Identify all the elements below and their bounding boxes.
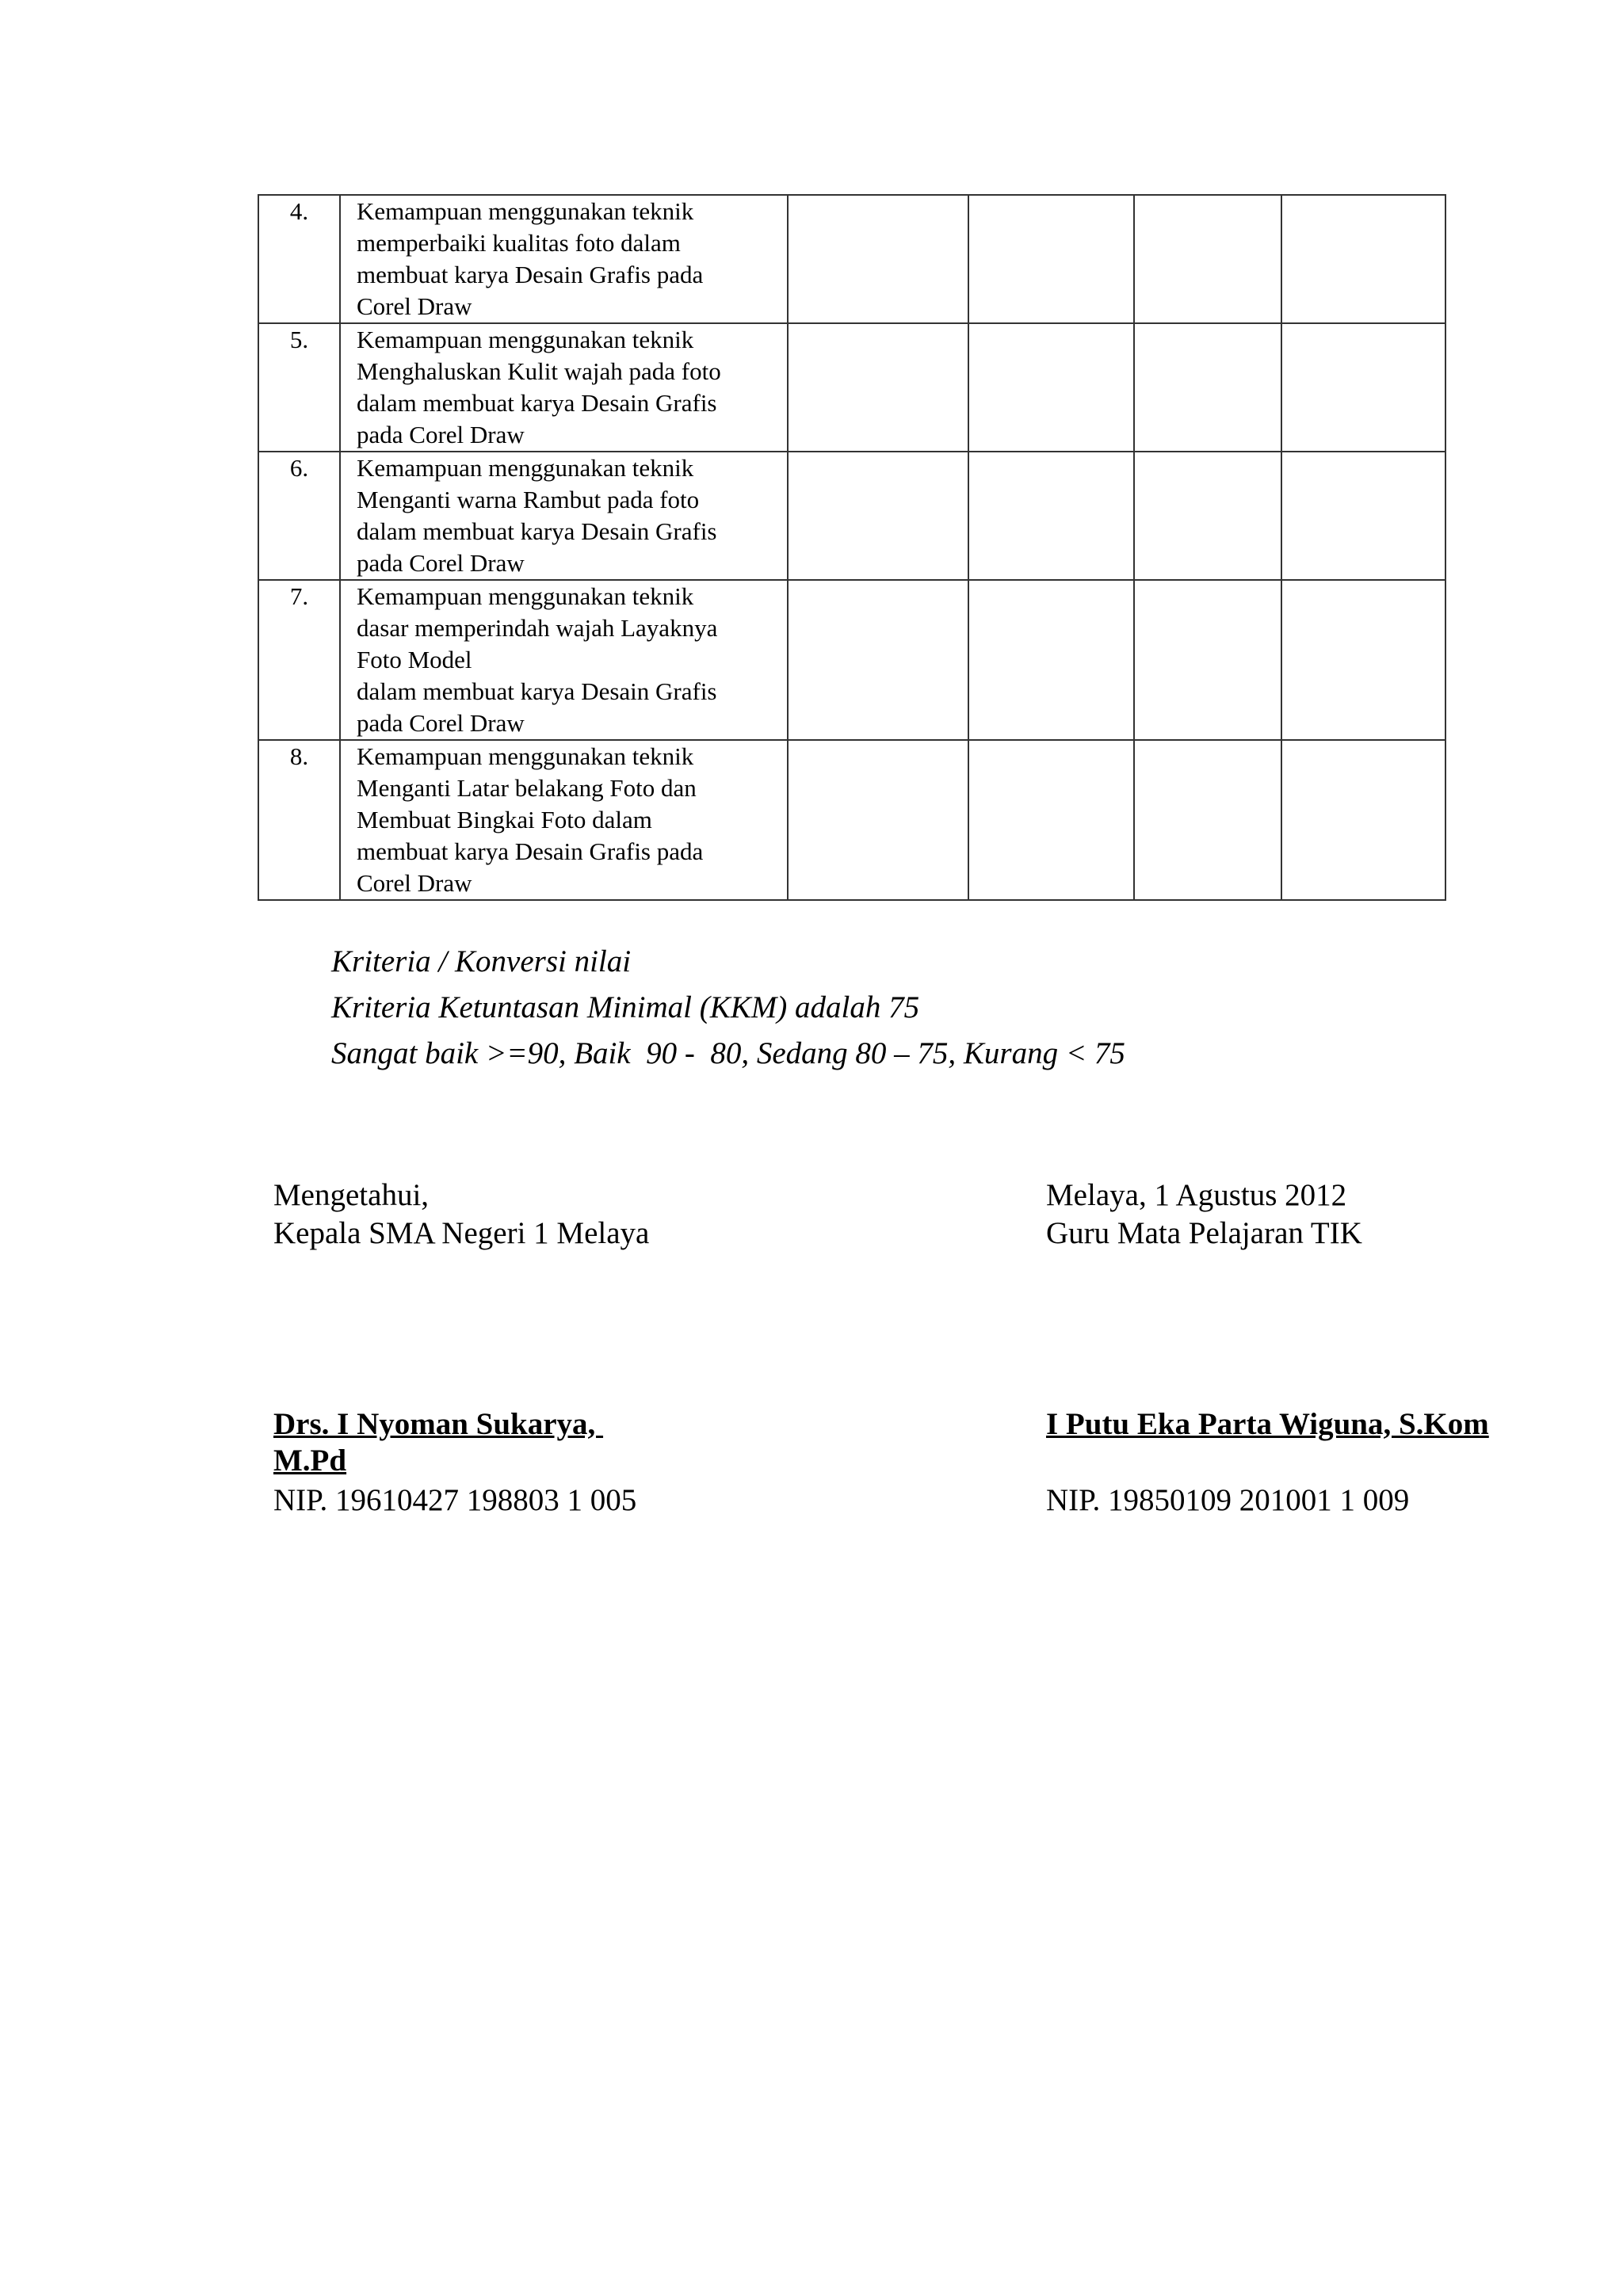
description-line: Kemampuan menggunakan teknik	[357, 454, 694, 482]
description-line: Kemampuan menggunakan teknik	[357, 742, 694, 770]
row-number: 7.	[258, 580, 340, 740]
score-cell	[1281, 740, 1445, 900]
score-cell	[1134, 580, 1281, 740]
description-line: Menganti Latar belakang Foto dan	[357, 774, 697, 802]
left-signature-header	[273, 1177, 649, 1253]
score-cell	[968, 580, 1134, 740]
assessment-rubric-table	[258, 194, 1446, 901]
description-line: Kemampuan menggunakan teknik	[357, 326, 694, 353]
description-line: Corel Draw	[357, 292, 472, 320]
row-description	[340, 452, 788, 580]
score-cell	[1134, 452, 1281, 580]
score-cell	[1134, 740, 1281, 900]
description-line: Menganti warna Rambut pada foto	[357, 486, 700, 513]
table-row	[258, 195, 1445, 323]
score-cell	[788, 452, 968, 580]
criteria-heading: Kriteria / Konversi nilai	[331, 944, 632, 978]
row-number: 8.	[258, 740, 340, 900]
description-line: Menghaluskan Kulit wajah pada foto	[357, 357, 721, 385]
description-line: Corel Draw	[357, 869, 472, 897]
score-cell	[1281, 195, 1445, 323]
description-line: pada Corel Draw	[357, 709, 525, 737]
description-line: Kemampuan menggunakan teknik	[357, 582, 694, 610]
score-cell	[968, 452, 1134, 580]
kkm-text: Kriteria Ketuntasan Minimal (KKM) adalah 75	[331, 990, 920, 1024]
score-cell	[1281, 580, 1445, 740]
description-line: Foto Model	[357, 646, 472, 673]
row-number: 6.	[258, 452, 340, 580]
description-line: Kemampuan menggunakan teknik	[357, 197, 694, 225]
score-cell	[788, 323, 968, 452]
criteria-section	[331, 939, 1125, 1077]
grade-scale-text: Sangat baik >=90, Baik 90 - 80, Sedang 80 – 75, Kurang < 75	[331, 1036, 1125, 1070]
row-description	[340, 195, 788, 323]
description-line: dalam membuat karya Desain Grafis	[357, 389, 717, 417]
description-line: dalam membuat karya Desain Grafis	[357, 677, 717, 705]
row-number: 5.	[258, 323, 340, 452]
row-description	[340, 580, 788, 740]
right-signature-header	[1046, 1177, 1362, 1253]
table-row	[258, 452, 1445, 580]
teacher-nip: NIP. 19850109 201001 1 009	[1046, 1483, 1410, 1517]
score-cell	[788, 740, 968, 900]
principal-name-line1: Drs. I Nyoman Sukarya,	[273, 1407, 604, 1441]
description-line: memperbaiki kualitas foto dalam	[357, 229, 681, 257]
principal-name	[273, 1406, 603, 1479]
description-line: membuat karya Desain Grafis pada	[357, 837, 704, 865]
acknowledged-label: Mengetahui,	[273, 1178, 430, 1212]
score-cell	[788, 580, 968, 740]
description-line: pada Corel Draw	[357, 549, 525, 577]
table-row	[258, 580, 1445, 740]
score-cell	[1281, 323, 1445, 452]
row-number: 4.	[258, 195, 340, 323]
description-line: Membuat Bingkai Foto dalam	[357, 806, 652, 833]
table-row	[258, 740, 1445, 900]
score-cell	[1134, 323, 1281, 452]
place-date: Melaya, 1 Agustus 2012	[1046, 1178, 1347, 1212]
description-line: membuat karya Desain Grafis pada	[357, 261, 704, 288]
row-description	[340, 740, 788, 900]
row-description	[340, 323, 788, 452]
teacher-title: Guru Mata Pelajaran TIK	[1046, 1216, 1362, 1250]
description-line: dalam membuat karya Desain Grafis	[357, 517, 717, 545]
principal-nip: NIP. 19610427 198803 1 005	[273, 1483, 637, 1517]
score-cell	[968, 323, 1134, 452]
score-cell	[968, 740, 1134, 900]
description-line: dasar memperindah wajah Layaknya	[357, 614, 718, 642]
table-row	[258, 323, 1445, 452]
description-line: pada Corel Draw	[357, 421, 525, 448]
teacher-name: I Putu Eka Parta Wiguna, S.Kom	[1046, 1407, 1489, 1441]
score-cell	[1281, 452, 1445, 580]
score-cell	[968, 195, 1134, 323]
principal-name-line2: M.Pd	[273, 1444, 347, 1478]
score-cell	[788, 195, 968, 323]
score-cell	[1134, 195, 1281, 323]
principal-title: Kepala SMA Negeri 1 Melaya	[273, 1216, 650, 1250]
